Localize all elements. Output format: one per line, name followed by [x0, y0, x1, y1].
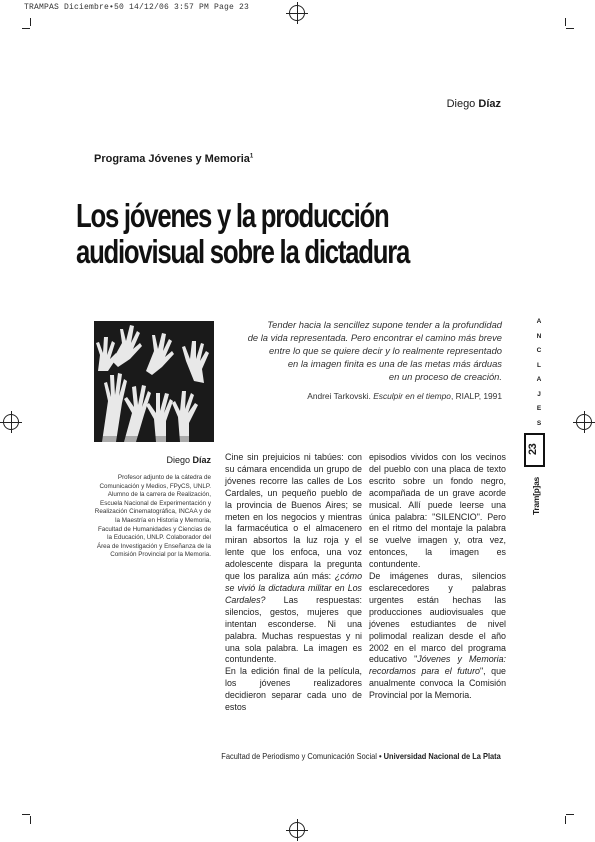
epigraph-line: en un proceso de creación.: [388, 371, 502, 382]
registration-mark-top: [289, 5, 305, 21]
paragraph: [225, 452, 362, 666]
footer-separator: •: [379, 752, 382, 761]
epigraph-line: en la imagen finita es una de las metas más árduas: [287, 358, 502, 369]
crop-mark: [566, 814, 574, 815]
paragraph-text: De imágenes duras, silencios esclarecedores y palabras urgentes están hechas las producciones audiovisuales que jóvenes estudiantes de nivel polimodal realizan desde el año 2002 en el marco del programa educativo ": [369, 571, 506, 665]
body-column-2: [369, 452, 506, 702]
print-slug: TRAMPAS Diciembre•50 14/12/06 3:57 PM Page 23: [24, 3, 250, 12]
footer: [222, 752, 501, 761]
body-column-1: [225, 452, 362, 714]
header-author-first: Diego: [446, 98, 476, 110]
page-number: 23: [527, 443, 539, 455]
crop-mark: [566, 28, 574, 29]
hands-image: [94, 321, 214, 442]
section-letter: S: [536, 419, 542, 427]
epigraph-line: Tender hacia la sencillez supone tender a la profundidad: [267, 319, 502, 330]
epigraph-line: de la vida representada. Pero encontrar el camino más breve: [247, 332, 502, 343]
section-letter: A: [536, 318, 542, 325]
sidebar-author-last: Díaz: [192, 455, 211, 465]
paragraph-italic: ¿cómo se vivió la dictadura militar en Los Cardales?: [225, 571, 362, 605]
crop-mark: [22, 28, 30, 29]
hands-illustration: [94, 321, 214, 442]
section-letter: N: [536, 332, 542, 340]
epigraph-source-work: Esculpir en el tiempo: [373, 391, 451, 401]
section-letter: J: [537, 390, 541, 398]
section-letter: A: [536, 376, 542, 383]
crop-mark: [30, 18, 31, 26]
crop-mark: [565, 816, 566, 824]
crop-mark: [22, 814, 30, 815]
sidebar-author-first: Diego: [166, 455, 190, 465]
header-author: [447, 98, 501, 110]
program-label: [94, 153, 253, 165]
paragraph: [369, 571, 506, 702]
epigraph-source: [224, 391, 502, 401]
epigraph: [224, 318, 502, 383]
sidebar-author: [94, 455, 211, 465]
paragraph-text: ", que anualmente convoca la Comisión Provincial por la Memoria.: [369, 666, 506, 701]
header-author-last: Díaz: [478, 98, 501, 110]
registration-mark-right: [576, 414, 592, 430]
article-title: [76, 197, 410, 270]
paragraph-text: Las respuestas: silencios, gestos, mujeres que intentan esconderse. Ni una palabra. Muchas respuestas y ni una sola palabra. La imagen es contundente.: [225, 594, 362, 665]
paragraph: episodios vividos con los vecinos del pueblo con una placa de texto escrito sobre un fondo negro, acompañada de un grave acorde musical. Allí puede leerse una única palabra: "SILENCIO". Pero en el ritmo del montaje la palabra se vuelve imagen y, otra vez, entonces, la imagen es contundente.: [369, 452, 506, 570]
footer-faculty: Facultad de Periodismo y Comunicación Social: [221, 752, 378, 761]
section-letter: C: [536, 347, 542, 354]
footnote-mark: 1: [249, 153, 254, 160]
magazine-name: Tram[p]as: [531, 477, 541, 515]
registration-mark-bottom: [289, 822, 305, 838]
crop-mark: [30, 816, 31, 824]
title-line-1: Los jóvenes y la producción: [76, 197, 389, 234]
footer-university: Universidad Nacional de La Plata: [383, 752, 501, 761]
section-label-vertical: [534, 315, 544, 431]
crop-mark: [565, 18, 566, 26]
epigraph-source-rest: , RIALP, 1991: [450, 391, 502, 401]
epigraph-line: entre lo que se quiere decir y lo realmente representado: [269, 345, 502, 356]
paragraph-text: Cine sin prejuicios ni tabúes: con su cámara encendida un grupo de jóvenes recorre las calles de Los Cardales, un pequeño pueblo de la provincia de Buenos Aires; se meten en los negocios y mientras la farmacéutica o el almacenero miran absortos la luz roja y el lente que los enfoca, una voz adolescente dispara la pregunta que los paraliza aún más:: [225, 452, 362, 582]
section-letter: E: [536, 405, 542, 412]
section-letter: L: [537, 361, 541, 369]
author-bio: Profesor adjunto de la cátedra de Comunicación y Medios, FPyCS, UNLP. Alumno de la carrera de Realización, Escuela Nacional de Experimentación y Realización Cinematográfica, INCAA y de la Maestría en Historia y Memoria, Facultad de Humanidades y Ciencias de la Educación, UNLP. Colaborador del Área de Investigación y Enseñanza de la Comisión Provincial por la Memoria.: [94, 474, 211, 559]
registration-mark-left: [3, 414, 19, 430]
program-name: Programa Jóvenes y Memoria: [94, 153, 250, 165]
epigraph-source-author: Andrei Tarkovski.: [307, 391, 371, 401]
title-line-2: audiovisual sobre la dictadura: [76, 233, 410, 270]
paragraph: En la edición final de la película, los jóvenes realizadores decidieron separar cada uno de estos: [225, 666, 362, 713]
paragraph-italic: Jóvenes y Memoria: recordamos para el futuro: [369, 654, 506, 677]
